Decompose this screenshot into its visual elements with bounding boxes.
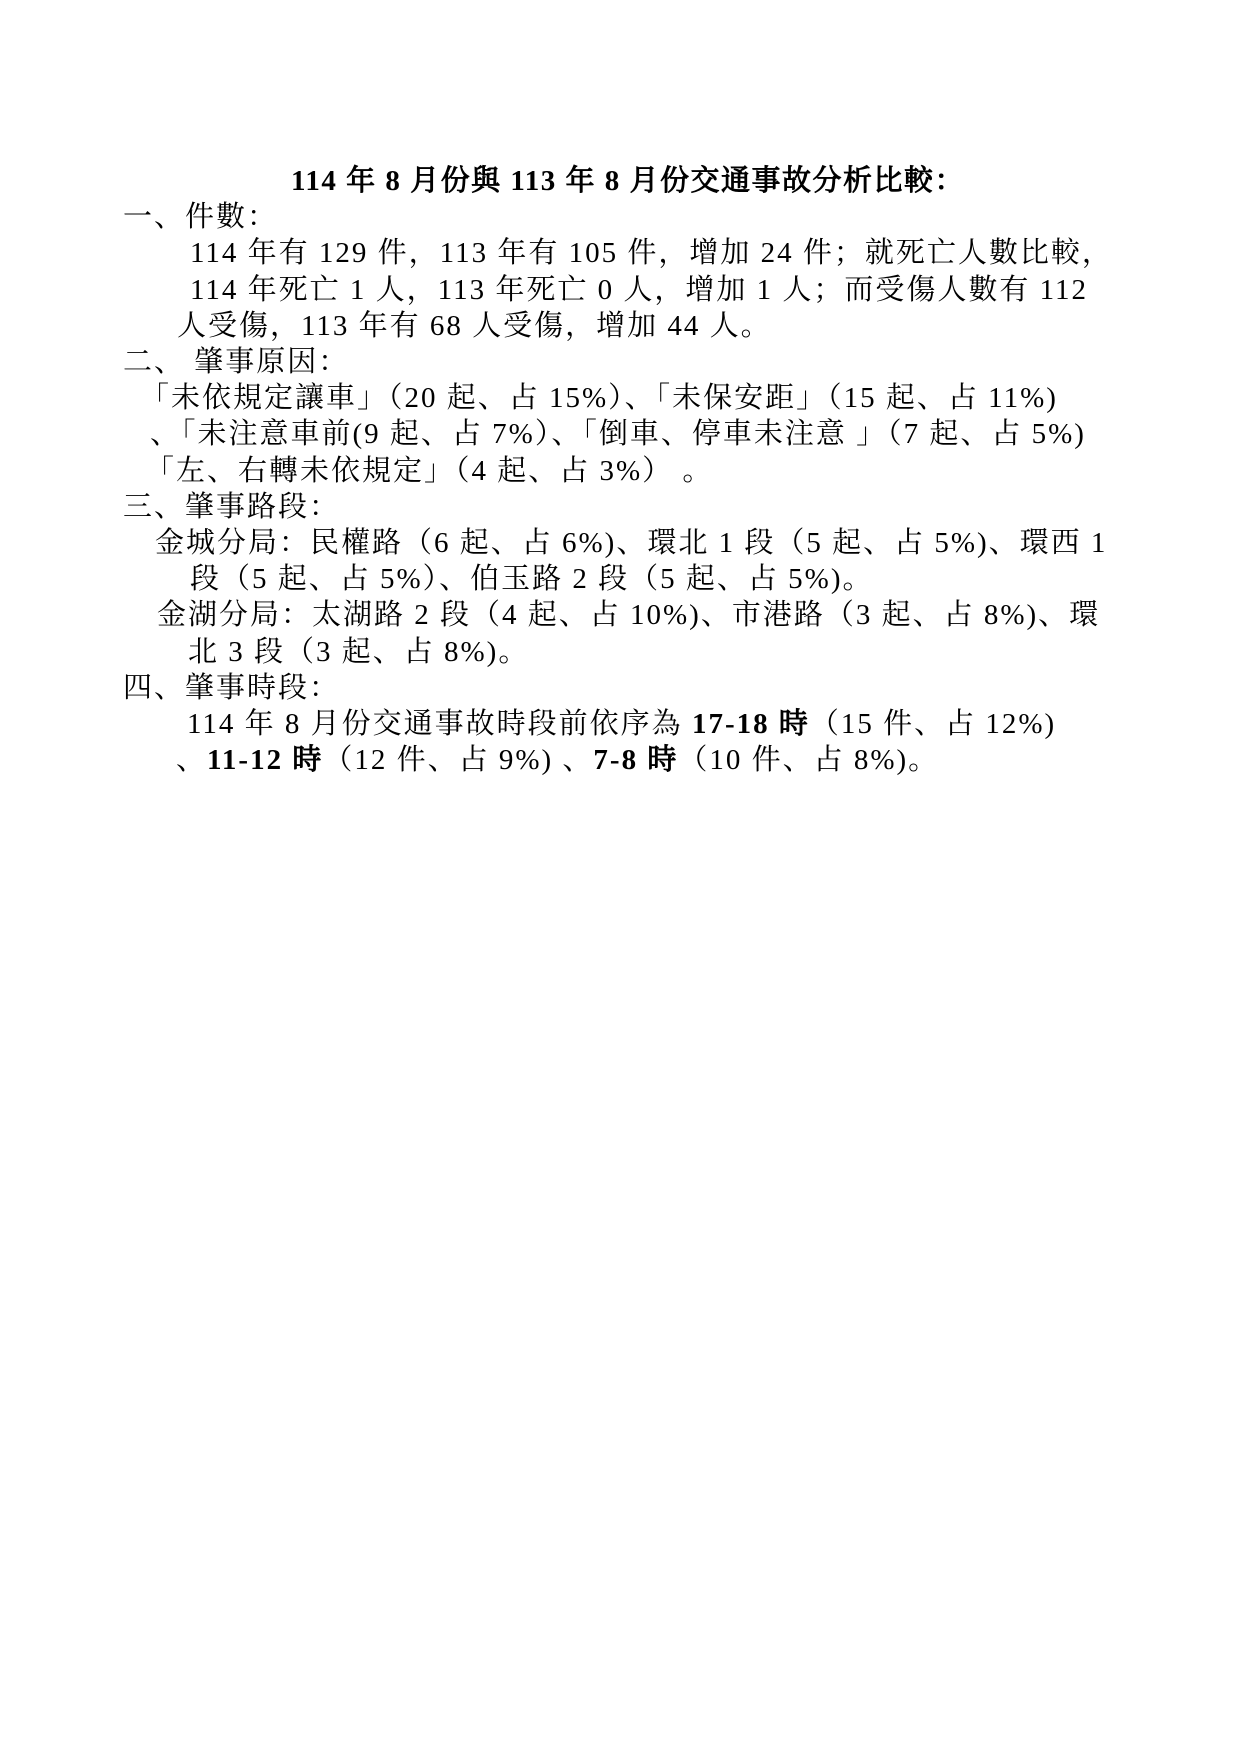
document-title: 114 年 8 月份與 113 年 8 月份交通事故分析比較： <box>290 165 966 197</box>
section4-line2-separator: 、 <box>176 744 208 777</box>
section2-line3: 「左、右轉未依規定」（4 起、占 3%） 。 <box>145 454 714 487</box>
section4-line1-text: 114 年 8 月份交通事故時段前依序為 <box>187 708 692 741</box>
section4-line2-stats1: （12 件、占 9%) 、 <box>323 744 594 777</box>
section1-line1: 114 年有 129 件，113 年有 105 件，增加 24 件；就死亡人數比較， <box>190 237 1113 270</box>
section4-line1-bold-time: 17-18 時 <box>691 708 810 741</box>
section4-line2-bold-time1: 11-12 時 <box>207 744 324 777</box>
section4-heading: 四、肇事時段： <box>123 671 341 704</box>
section3-line3: 金湖分局：太湖路 2 段（4 起、占 10%)、市港路（3 起、占 8%)、環 <box>157 599 1101 632</box>
section4-line2-stats2: （10 件、占 8%)。 <box>678 744 940 777</box>
section3-line4: 北 3 段（3 起、占 8%)。 <box>188 635 530 668</box>
section4-line1 <box>187 706 1144 742</box>
section1-line3: 人受傷，113 年有 68 人受傷，增加 44 人。 <box>177 309 772 342</box>
section3-line1: 金城分局：民權路（6 起、占 6%)、環北 1 段（5 起、占 5%)、環西 1 <box>155 527 1108 560</box>
section1-heading: 一、件數： <box>123 201 279 234</box>
section4-line2 <box>176 742 1144 778</box>
section4-line2-bold-time2: 7-8 時 <box>593 744 679 777</box>
section2-heading: 二、 肇事原因： <box>123 346 350 379</box>
section1-line2: 114 年死亡 1 人，113 年死亡 0 人，增加 1 人；而受傷人數有 112 <box>190 273 1089 306</box>
section2-line1: 「未依規定讓車」（20 起、占 15%）、「未保安距」（15 起、占 11%) <box>140 382 1058 415</box>
section4-line1-stats: （15 件、占 12%) <box>809 708 1057 741</box>
section2-line2: 、「未注意車前(9 起、占 7%）、「倒車、停車未注意 」（7 起、占 5%) <box>150 418 1086 451</box>
section3-line2: 段（5 起、占 5%）、伯玉路 2 段（5 起、占 5%)。 <box>190 563 874 596</box>
section3-heading: 三、肇事路段： <box>123 490 341 523</box>
